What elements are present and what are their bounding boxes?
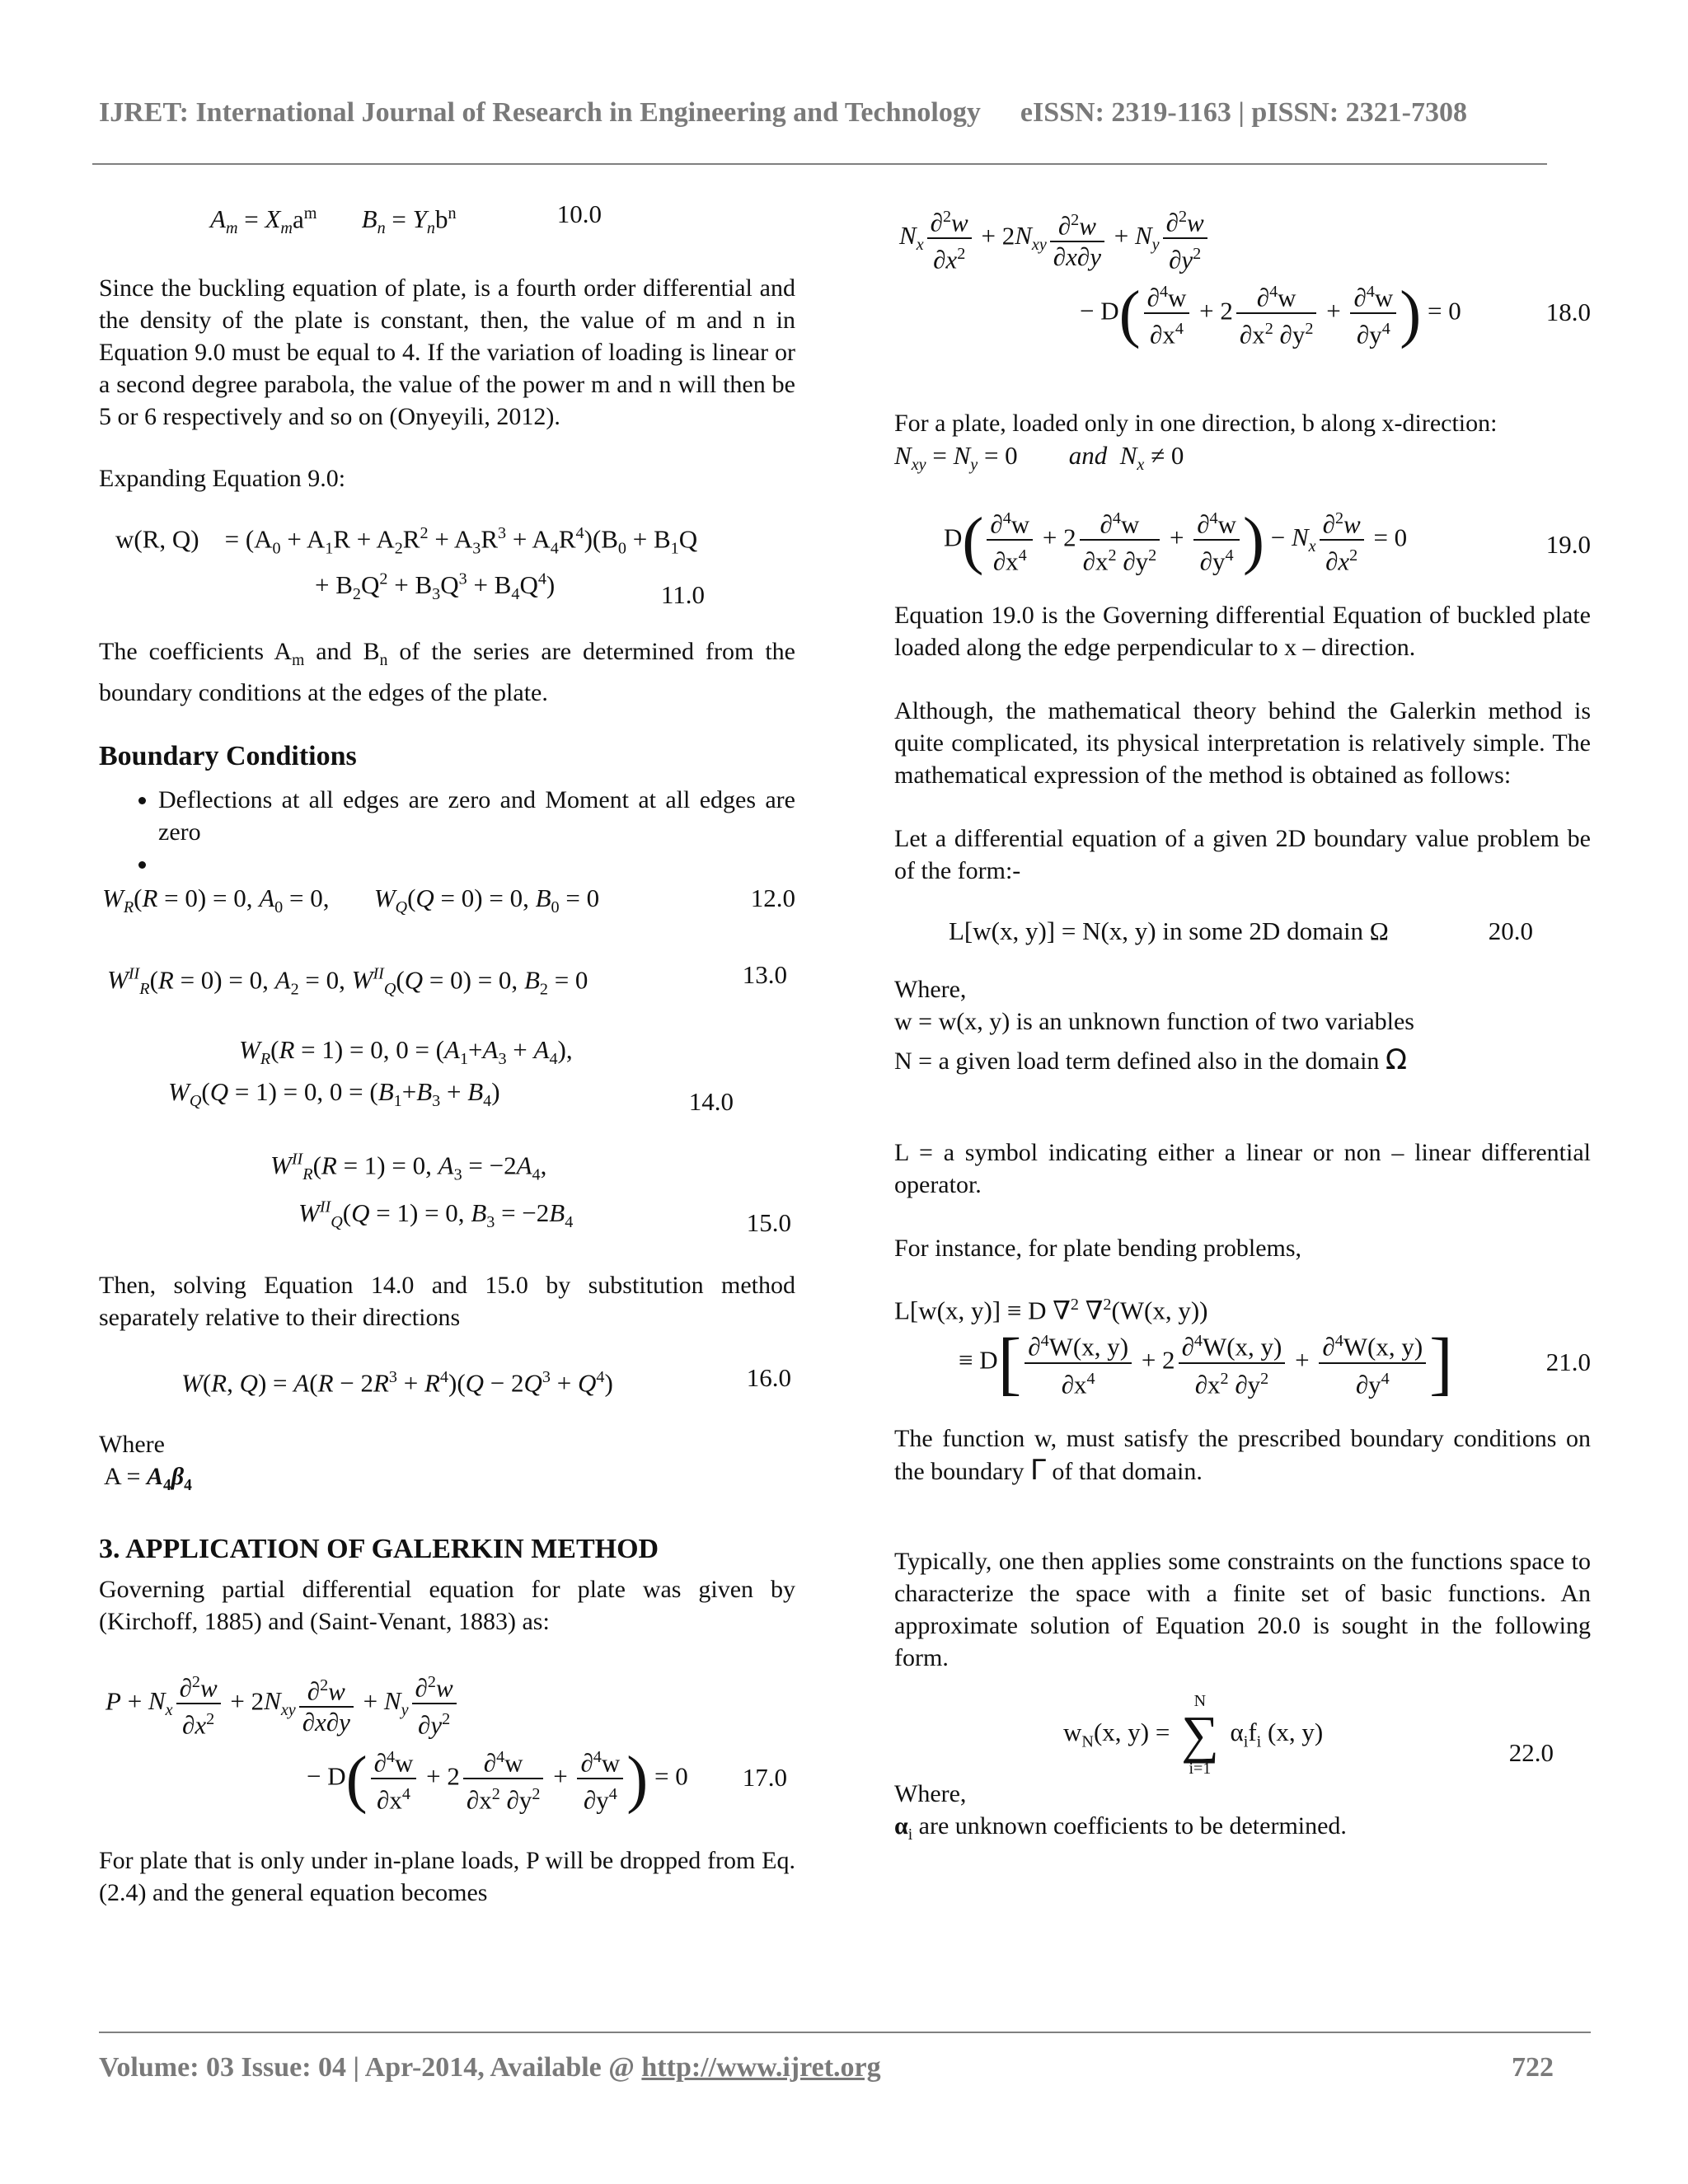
journal-name: IJRET: International Journal of Research in Engineering and Technology xyxy=(99,97,981,128)
list-item: • Deflections at all edges are zero and Moment at all edges are zero xyxy=(158,784,795,848)
paragraph: For instance, for plate bending problems, xyxy=(894,1235,1302,1263)
paragraph: For a plate, loaded only in one direction, b along x-direction: xyxy=(894,410,1498,438)
where-label: Where, xyxy=(894,1780,967,1808)
where-label: Where xyxy=(99,1430,165,1458)
equation-13: $W^{II}_R(R = 0) = 0$, $A_2 = 0$, $W^{II}_Q(Q = 0) = 0$, $B_2 = 0$ 13.0 xyxy=(107,959,787,999)
equation-22: $w_N(x$, y) = N ∑ i=1 $\alpha_if_i$ (x, y) 22.0 xyxy=(1063,1692,1554,1779)
gamma-symbol: Γ xyxy=(1029,1454,1046,1488)
footer: Volume: 03 Issue: 04 | Apr-2014, Available @ http://www.ijret.org 722 xyxy=(99,2052,1554,2083)
left-column xyxy=(99,198,795,1909)
a-definition: $A = A_4\beta_4$ xyxy=(104,1462,192,1494)
equation-16: W(R, $Q) = A(R - 2R^3 + R^4)(Q - 2Q^3 + Q^4)$ 16.0 xyxy=(181,1362,791,1397)
journal-link[interactable]: http://www.ijret.org xyxy=(641,2052,881,2083)
where-label: Where, xyxy=(894,976,967,1004)
bullet-list xyxy=(99,784,795,880)
equation-20: L[w(x, y)] = N(x, y) in some 2D domain Ω 20.0 xyxy=(949,916,1533,946)
equation-15: $W^{II}_R(R = 1) = 0$, $A_3 = -2A_4$, $W^{II}_Q(Q = 1) = 0$, $B_3 = -2B_4$ 15.0 xyxy=(270,1150,791,1237)
equation-19: D( $\frac{\partial^4w}{\partial x^4}$ + 2 $\frac{\partial^4w}{\partial x^2 \partial y^2}$ + $\frac{\partial^4w}{\partial y^4}$ ) − $N_x$ $\frac{\partial^2w}{\partial x^2}$ = 0 19.0 xyxy=(944,503,1591,576)
equation-18: $N_x$ $\frac{\partial^2w}{\partial x^2}$ + $2N_{xy}$ $\frac{\partial^2w}{\partial x\partial y}$ + $N_y$ $\frac{\partial^2w}{\partial y^2}$ − D( $\frac{\partial^4w}{\partial x^4}$ + 2 $\frac{\partial^4w}{\partial x^2 \partial y^2}$ + $\frac{\partial^4w}{\partial y^4}$ ) = 0 18.0 xyxy=(894,202,1591,349)
w-definition: w = w(x, y) is an unknown function of two variables xyxy=(894,1008,1414,1036)
paragraph: Governing partial differential equation for plate was given by (Kirchoff, 1885) and (Saint-Venant, 1883) as: xyxy=(99,1575,795,1635)
alpha-definition: $\alpha_i$ are unknown coefficients to be determined. xyxy=(894,1812,1347,1844)
paragraph: L = a symbol indicating either a linear or non – linear differential operator. xyxy=(894,1139,1591,1199)
issn: eISSN: 2319-1163 | pISSN: 2321-7308 xyxy=(1020,97,1467,128)
n-definition: N = a given load term defined also in the domain Ω xyxy=(894,1043,1407,1077)
paragraph: The function w, must satisfy the prescribed boundary conditions on the boundary Γ of that domain. xyxy=(894,1425,1591,1488)
page-number: 722 xyxy=(1512,2052,1554,2083)
list-item xyxy=(158,848,795,880)
equation-14: $W_R(R = 1) = 0$, $0 = (A_1+A_3 + A_4)$, $W_Q(Q = 1) = 0$, $0 = (B_1+B_3 + B_4)$ 14.0 xyxy=(168,1035,734,1116)
paragraph: Equation 19.0 is the Governing differential Equation of buckled plate loaded along the edge perpendicular to x – direction. xyxy=(894,602,1591,662)
header-rule xyxy=(92,163,1547,165)
paragraph: The coefficients $A_m$ and $B_n$ of the series are determined from the boundary conditions at the edges of the plate. xyxy=(99,637,795,706)
paragraph: Expanding Equation 9.0: xyxy=(99,464,346,492)
running-header xyxy=(99,97,1467,129)
equation-12: $W_R(R = 0) = 0$, $A_0 = 0$, $W_Q(Q = 0) = 0$, $B_0 = 0$ 12.0 xyxy=(102,883,795,916)
load-condition: $N_{xy} = N_y = 0$ and $N_x \ne 0$ xyxy=(894,441,1184,475)
paragraph: Let a differential equation of a given 2D boundary value problem be of the form:- xyxy=(894,825,1591,885)
omega-symbol: Ω xyxy=(1385,1043,1407,1077)
equation-10: $A_m = X_ma^m$ $B_n = Y_nb^n$ 10.0 xyxy=(210,199,602,238)
footer-rule xyxy=(99,2032,1591,2033)
section-heading: 3. APPLICATION OF GALERKIN METHOD xyxy=(99,1533,659,1564)
paragraph: Although, the mathematical theory behind the Galerkin method is quite complicated, its physical interpretation is relatively simple. The mathematical expression of the method is obtained as follows: xyxy=(894,697,1591,790)
right-column xyxy=(894,202,1591,1851)
paragraph: Typically, one then applies some constraints on the functions space to characterize the space with a finite set of basic functions. An approximate solution of Equation 20.0 is sought in the following form. xyxy=(894,1548,1591,1672)
paragraph: Since the buckling equation of plate, is a fourth order differential and the density of the plate is constant, then, the value of m and n in Equation 9.0 must be equal to 4. If the variation of loading is linear or a second degree parabola, the value of the power m and n will then be 5 or 6 respectively and so on (Onyeyili, 2012). xyxy=(99,274,795,430)
section-heading: Boundary Conditions xyxy=(99,740,357,771)
equation-11: w(R, Q) = $(A_0 + A_1R + A_2R^2 + A_3R^3 + A_4R^4)(B_0 + B_1Q$ + $B_2Q^2 + B_3Q^3 + B_4Q^4$) 11.0 xyxy=(115,523,705,609)
equation-17: $P + N_x$ $\frac{\partial^2w}{\partial x^2}$ + $2N_{xy}$ $\frac{\partial^2w}{\partial x\partial y}$ + $N_y$ $\frac{\partial^2w}{\partial y^2}$ − D( $\frac{\partial^4w}{\partial x^4}$ + 2 $\frac{\partial^4w}{\partial x^2 \partial y^2}$ + $\frac{\partial^4w}{\partial y^4}$ ) = 0 17.0 xyxy=(99,1667,795,1815)
paragraph: For plate that is only under in-plane loads, P will be dropped from Eq. (2.4) and the general equation becomes xyxy=(99,1847,795,1907)
equation-21: L[w(x, y)] ≡ D ∇$^2$ ∇$^2$(W(x, y)) ≡ D[ $\frac{\partial^4W(x, y)}{\partial x^4}$ + 2 $\frac{\partial^4W(x, y)}{\partial x^2 \partial y^2}$ + $\frac{\partial^4W(x, y)}{\partial y^4}$ ] 21.0 xyxy=(894,1296,1591,1403)
paragraph: Then, solving Equation 14.0 and 15.0 by substitution method separately relative to their directions xyxy=(99,1271,795,1331)
